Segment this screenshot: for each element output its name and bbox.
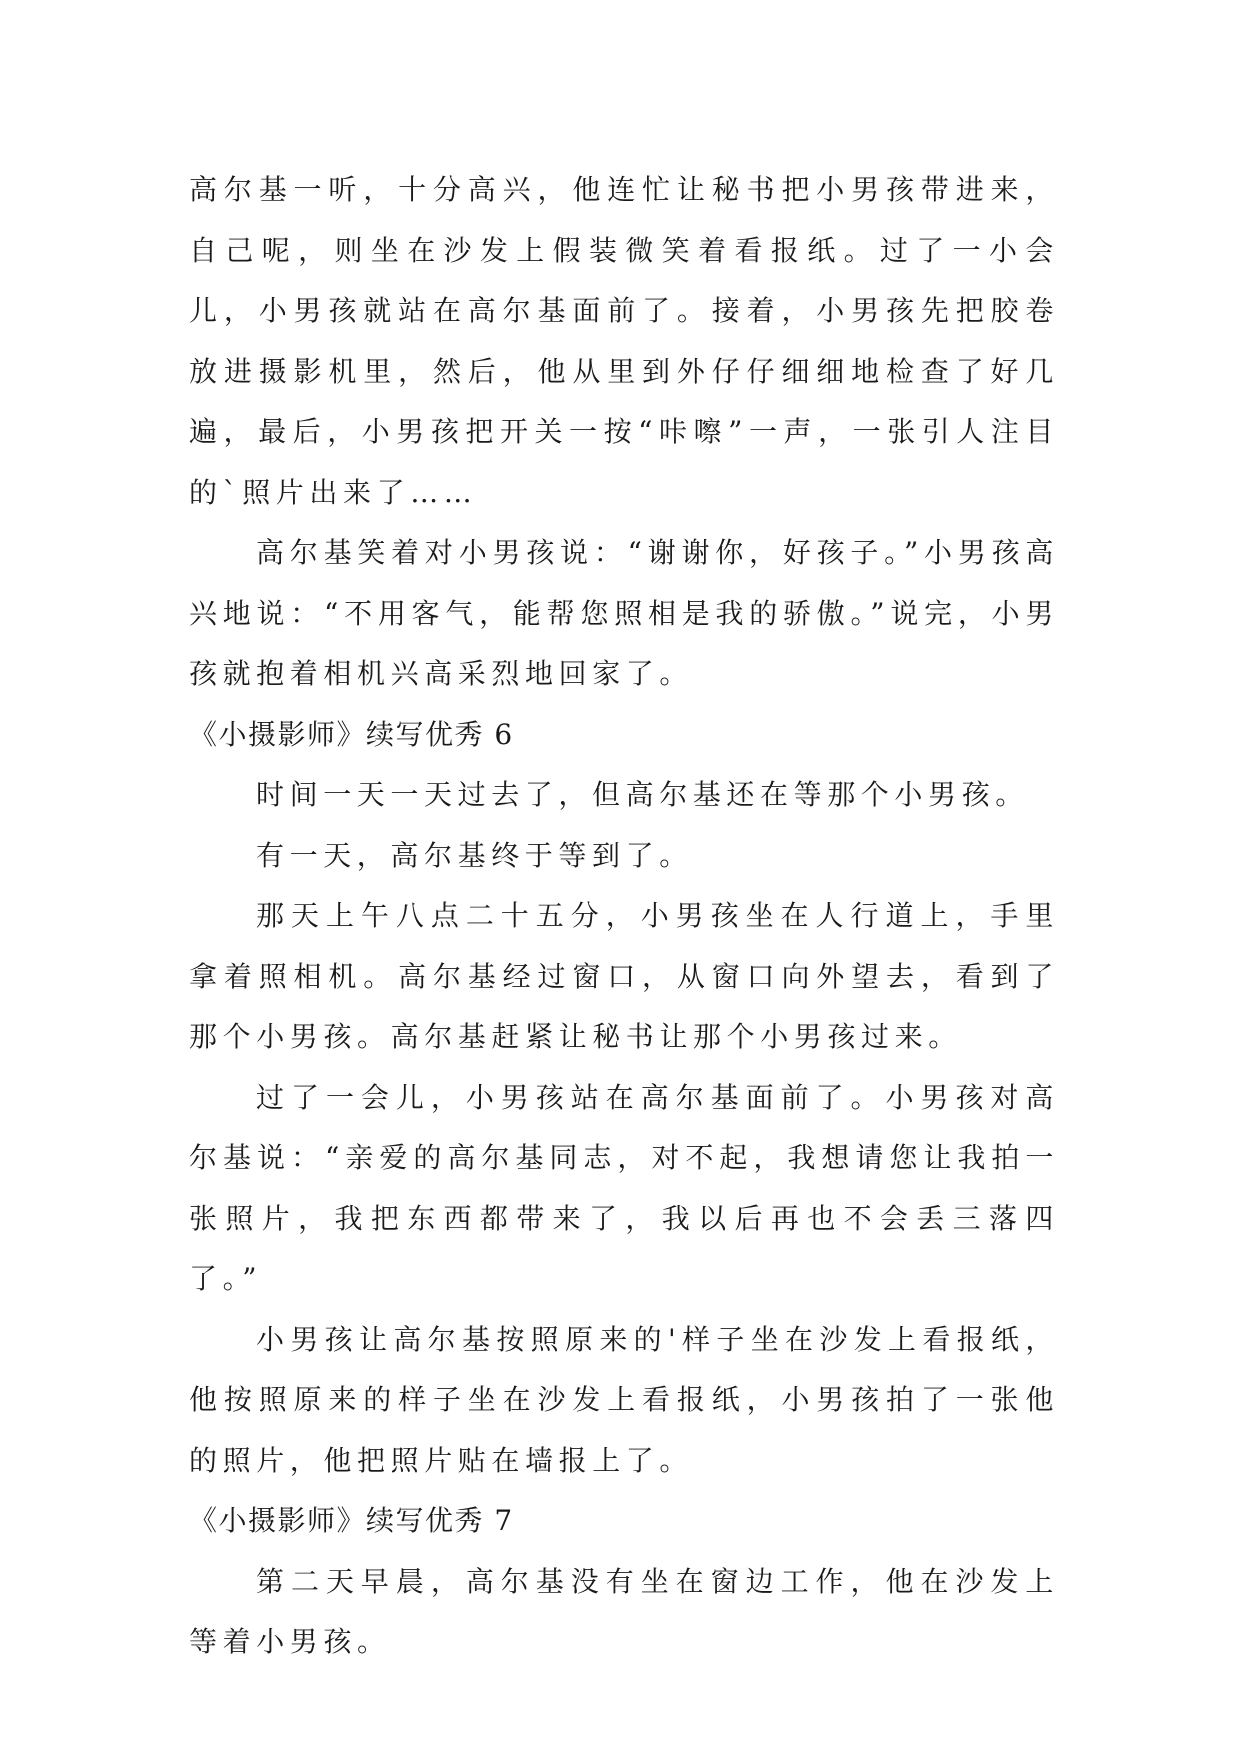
paragraph: 时间一天一天过去了，但高尔基还在等那个小男孩。 <box>256 778 1029 811</box>
section-heading: 《小摄影师》续写优秀 6 <box>189 717 514 751</box>
paragraph: 那天上午八点二十五分，小男孩坐在人行道上，手里拿着照相机。高尔基经过窗口，从窗口向外望去，看到了那个小男孩。高尔基赶紧让秘书让那个小男孩过来。 <box>189 899 1059 1053</box>
paragraph: 过了一会儿，小男孩站在高尔基面前了。小男孩对高尔基说：“亲爱的高尔基同志，对不起，我想请您让我拍一张照片，我把东西都带来了，我以后再也不会丢三落四了。” <box>189 1080 1059 1295</box>
paragraph: 高尔基笑着对小男孩说：“谢谢你，好孩子。”小男孩高兴地说：“不用客气，能帮您照相是我的骄傲。”说完，小男孩就抱着相机兴高采烈地回家了。 <box>189 536 1059 690</box>
paragraph: 高尔基一听，十分高兴，他连忙让秘书把小男孩带进来，自己呢，则坐在沙发上假装微笑着看报纸。过了一小会儿，小男孩就站在高尔基面前了。接着，小男孩先把胶卷放进摄影机里，然后，他从里到外仔仔细细地检查了好几遍，最后，小男孩把开关一按“咔嚓”一声，一张引人注目的`照片出来了…… <box>189 173 1059 509</box>
paragraph: 第二天早晨，高尔基没有坐在窗边工作，他在沙发上等着小男孩。 <box>189 1564 1059 1658</box>
paragraph: 小男孩让高尔基按照原来的'样子坐在沙发上看报纸，他按照原来的样子坐在沙发上看报纸，小男孩拍了一张他的照片，他把照片贴在墙报上了。 <box>189 1322 1059 1477</box>
section-heading: 《小摄影师》续写优秀 7 <box>189 1504 514 1537</box>
document-page <box>189 160 1059 1673</box>
paragraph: 有一天，高尔基终于等到了。 <box>256 838 693 872</box>
